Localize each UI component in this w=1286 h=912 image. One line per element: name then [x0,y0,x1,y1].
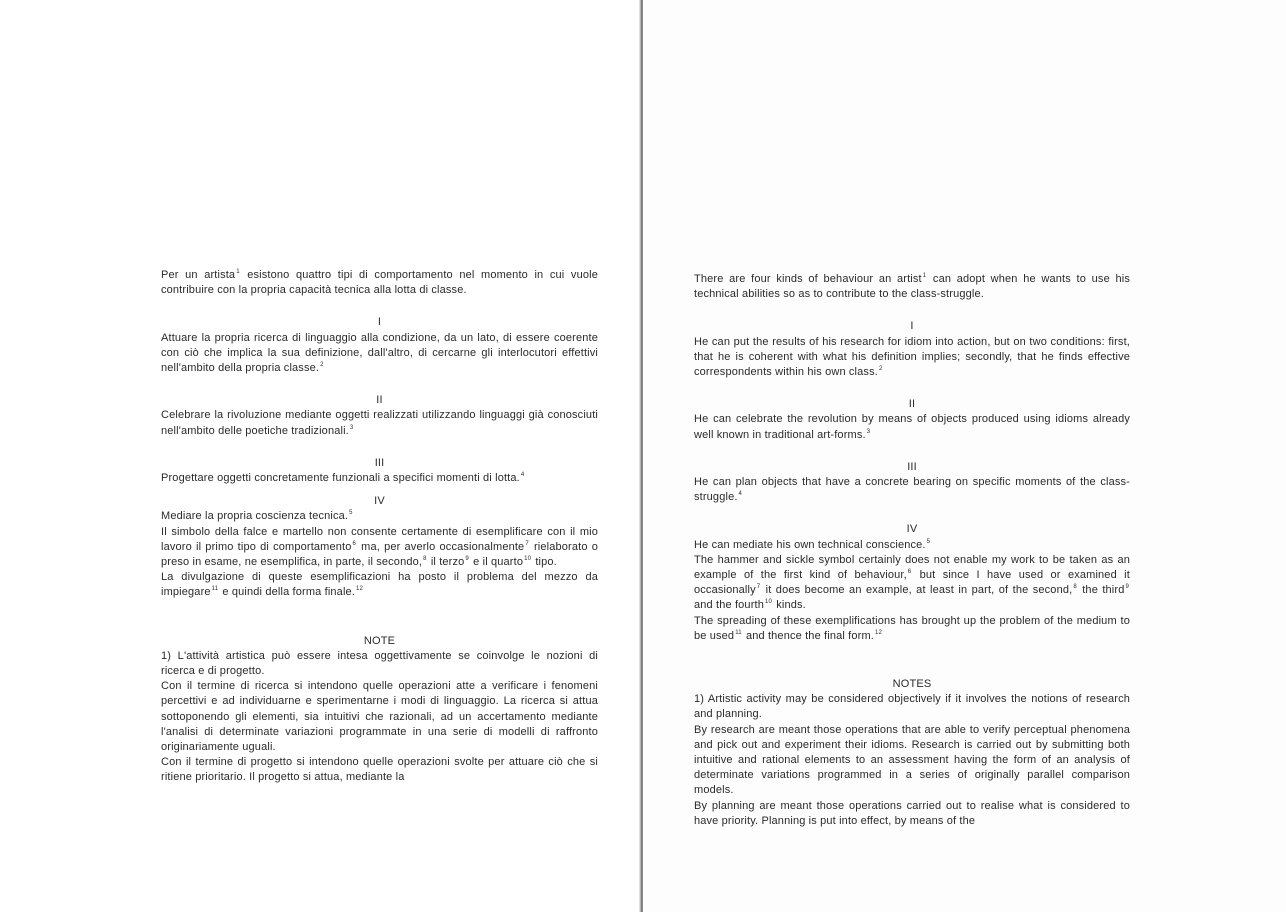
section-numeral-3: III [374,456,385,469]
note-research: Con il termine di ricerca si intendono quelle operazioni atte a verificare i fenomeni percettivi e ad individuarne e sperimentarne i modi di linguaggio. La ricerca si attua sottoponendo gli elementi, sia intuitivi che razionali, ad un accertamento mediante l'analisi di determinate variazioni programmate in una serie di modelli di raffronto originariamente uguali. [161,680,598,754]
section-2-paragraph: Celebrare la rivoluzione mediante oggetti realizzati utilizzando linguaggi già conosciuti nell'ambito delle poetiche tradizionali.$^3$ [161,409,598,437]
notes-heading: NOTE [363,634,396,647]
left-page-italian [0,0,641,912]
section-4-paragraph: The hammer and sickle symbol certainly does not enable my work to be taken as an example of the first kind of behaviour,$^6$ but since I have used or examined it occasionally$^7$ it does become an example, at least in part, of the second,$^8$ the third$^9$ and the fourth$^{10}$ kinds. [694,553,1130,612]
section-numeral-1: I [377,316,382,329]
intro-paragraph: Per un artista$^1$ esistono quattro tipi di comportamento nel momento in cui vuole contribuire con la propria capacità tecnica alla lotta di classe. [161,269,598,297]
notes-heading: NOTES [892,678,932,691]
left-text-column [161,268,598,786]
right-text-column [694,272,1130,829]
intro-paragraph: There are four kinds of behaviour an artist$^1$ can adopt when he wants to use his technical abilities so as to contribute to the class-struggle. [694,273,1130,301]
note-1: 1) Artistic activity may be considered objectively if it involves the notions of research and planning. [694,693,1130,721]
section-4-closing: La divulgazione di queste esemplificazioni ha posto il problema del mezzo da impiegare$^{11}$ e quindi della forma finale.$^{12}$ [161,571,598,599]
section-4-closing: The spreading of these exemplifications has brought up the problem of the medium to be used$^{11}$ and thence the final form.$^{12}$ [694,614,1130,642]
right-page-english [643,0,1286,912]
note-1: 1) L'attività artistica può essere intesa oggettivamente se coinvolge le nozioni di ricerca e di progetto. [161,649,598,678]
section-4-paragraph: Il simbolo della falce e martello non consente certamente di esemplificare con il mio lavoro il primo tipo di comportamento$^6$ ma, per averlo occasionalmente$^7$ rielaborato o preso in esame, ne esemplifica, in parte, il secondo,$^8$ il terzo$^9$ e il quarto$^{10}$ tipo. [161,525,599,569]
section-numeral-2: II [908,398,916,411]
note-research: By research are meant those operations that are able to verify perceptual phenomena and pick out and experiment their idioms. Research is carried out by submitting both intuitive and rational elements to an assessment having the form of an analysis of determinate variations programmed in a series of originally parallel comparison models. [694,723,1130,797]
section-3-paragraph: Progettare oggetti concretamente funzionali a specifici momenti di lotta.$^4$ [161,472,525,485]
section-numeral-3: III [907,460,917,473]
section-numeral-1: I [910,320,914,333]
section-4-line-1: Mediare la propria coscienza tecnica.$^5$ [161,510,353,523]
section-numeral-4: IV [906,523,918,536]
section-numeral-2: II [376,394,383,407]
section-1-paragraph: Attuare la propria ricerca di linguaggio alla condizione, da un lato, di essere coerente con ciò che implica la sua definizione, dall'altro, di cercarne gli interlocutori effettivi nell'ambito della propria classe.$^2$ [161,331,598,375]
note-planning: By planning are meant those operations carried out to realise what is considered to have priority. Planning is put into effect, by means of the [694,799,1130,827]
section-4-line-1: He can mediate his own technical conscience.$^5$ [694,538,931,551]
note-project: Con il termine di progetto si intendono quelle operazioni svolte per attuare ciò che si ritiene prioritario. Il progetto si attua, mediante la [161,756,598,784]
section-3-paragraph: He can plan objects that have a concrete bearing on specific moments of the class-struggle.$^4$ [694,476,1130,504]
section-1-paragraph: He can put the results of his research for idiom into action, but on two conditions: first, that he is coherent with what his definition implies; secondly, that he finds effective correspondents within his own class.$^2$ [694,335,1130,379]
section-numeral-4: IV [374,495,385,508]
section-2-paragraph: He can celebrate the revolution by means of objects produced using idioms already well known in traditional art-forms.$^3$ [694,413,1130,441]
